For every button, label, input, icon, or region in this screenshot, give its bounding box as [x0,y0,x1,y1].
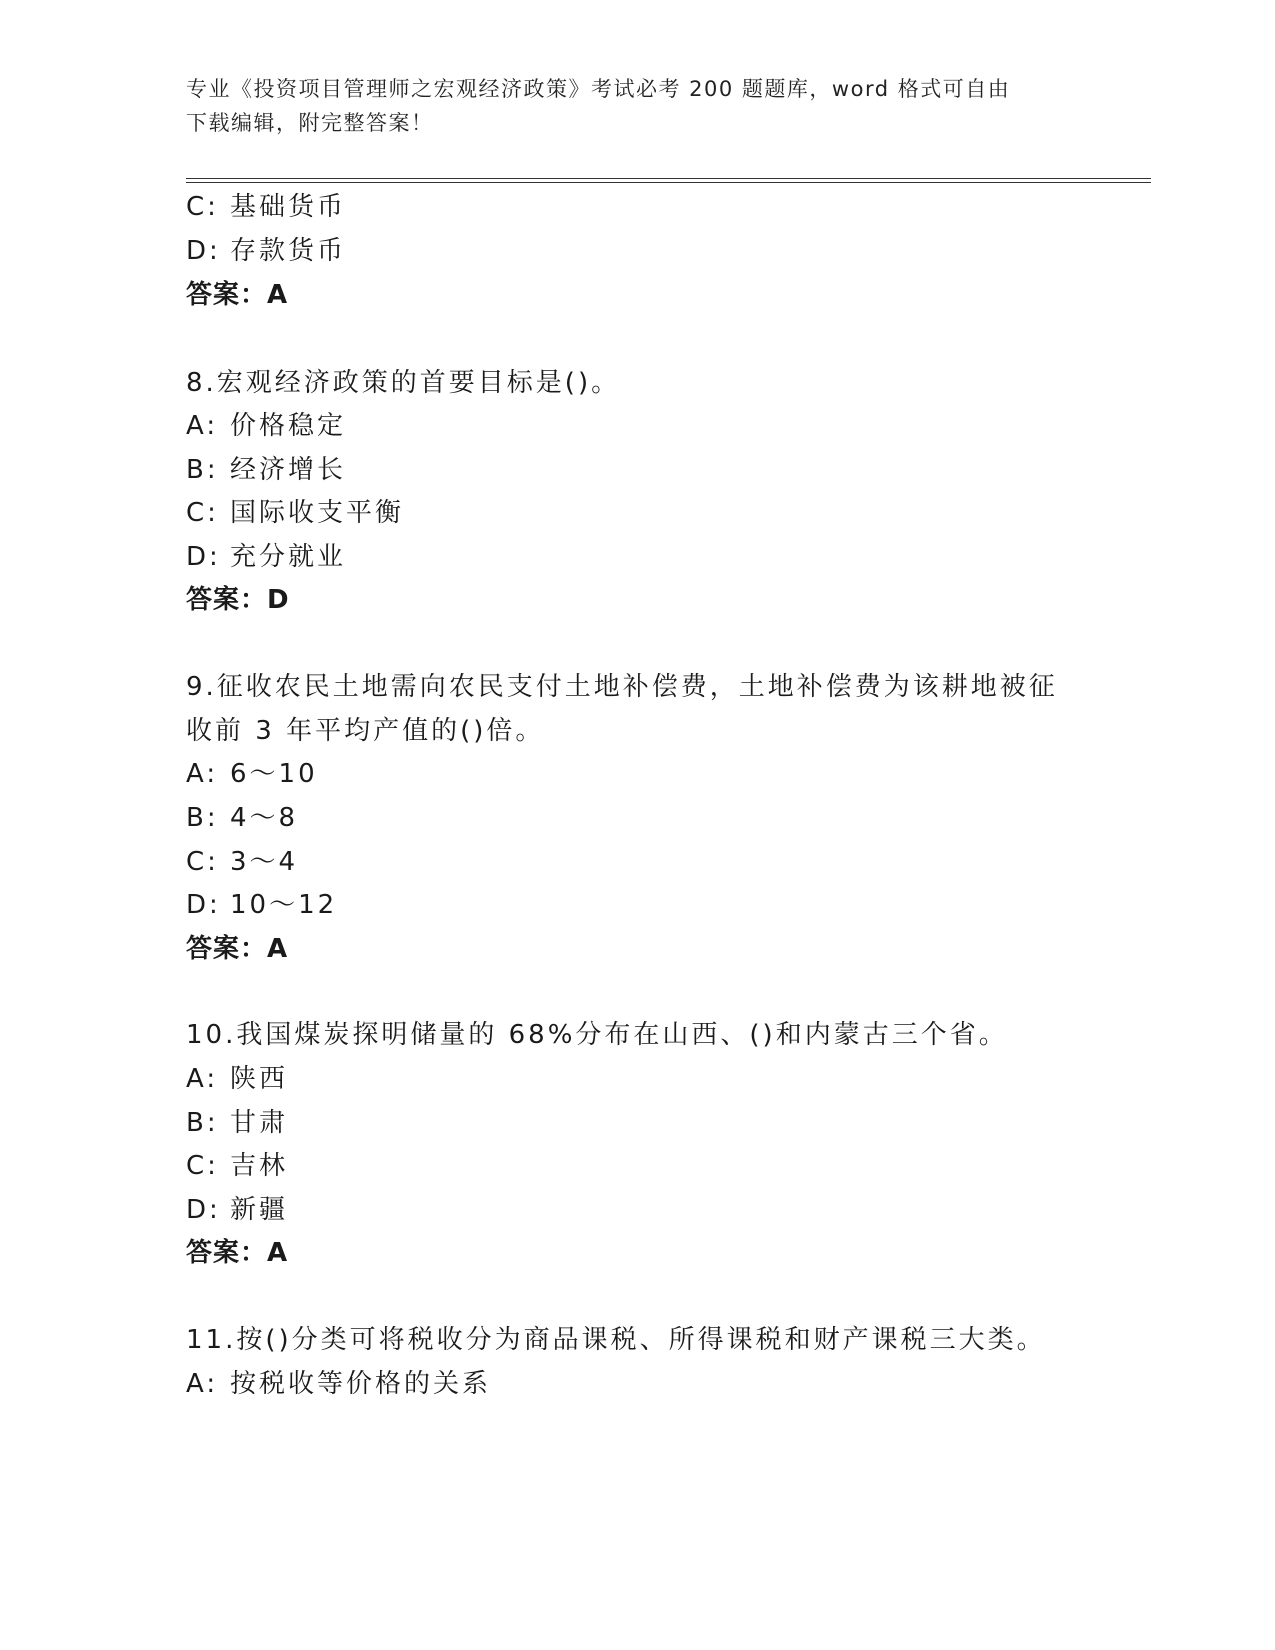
question-stem: 8.宏观经济政策的首要目标是()。 [186,368,621,398]
option-text: 经济增长 [230,455,347,485]
answer-line: 答案：A [186,280,289,310]
question-stem-continued: 收前 3 年平均产值的()倍。 [186,716,545,746]
option-row [186,1363,491,1400]
option-row [186,492,404,529]
option-key: D: [186,1195,221,1225]
header-line-2: 下载编辑，附完整答案！ [186,111,434,135]
question-stem: 10.我国煤炭探明储量的 68%分布在山西、()和内蒙古三个省。 [186,1020,1008,1050]
option-key: D: [186,542,221,572]
option-key: C: [186,847,219,877]
option-row [186,536,346,573]
question-stem: 9.征收农民土地需向农民支付土地补偿费，土地补偿费为该耕地被征 [186,672,1058,702]
option-key: A: [186,1064,219,1094]
header-line-1: 专业《投资项目管理师之宏观经济政策》考试必考 200 题题库，word 格式可自由 [186,77,1011,101]
option-text: 按税收等价格的关系 [230,1369,492,1399]
option-row [186,841,298,878]
option-row [186,230,346,267]
option-text: 基础货币 [230,192,347,222]
option-key: A: [186,1369,219,1399]
option-text: 国际收支平衡 [230,498,405,528]
option-row [186,1145,288,1182]
header-rule-bottom [186,182,1151,183]
option-row [186,1058,288,1095]
header-rule-top [186,178,1151,179]
answer-line: 答案：D [186,585,290,615]
option-text: 充分就业 [230,542,347,572]
option-text: 甘肃 [230,1108,289,1138]
option-key: C: [186,192,219,222]
option-key: D: [186,890,221,920]
option-row [186,753,318,790]
option-key: B: [186,1108,219,1138]
answer-line: 答案：A [186,1238,289,1268]
option-key: A: [186,411,219,441]
option-text: 10～12 [230,890,338,920]
option-text: 6～10 [230,759,318,789]
option-key: C: [186,1151,219,1181]
question-stem: 11.按()分类可将税收分为商品课税、所得课税和财产课税三大类。 [186,1325,1046,1355]
option-text: 4～8 [230,803,299,833]
option-key: B: [186,455,219,485]
option-text: 价格稳定 [230,411,347,441]
option-row [186,797,298,834]
option-text: 陕西 [230,1064,289,1094]
option-row [186,449,346,486]
option-row [186,186,346,223]
answer-line: 答案：A [186,934,289,964]
option-row [186,1102,288,1139]
option-row [186,1189,288,1226]
option-text: 新疆 [230,1195,289,1225]
option-row [186,405,346,442]
document-header [186,72,1066,140]
option-text: 存款货币 [230,236,347,266]
option-text: 3～4 [230,847,299,877]
option-key: D: [186,236,221,266]
option-text: 吉林 [230,1151,289,1181]
option-key: A: [186,759,219,789]
option-row [186,884,337,921]
option-key: B: [186,803,219,833]
option-key: C: [186,498,219,528]
